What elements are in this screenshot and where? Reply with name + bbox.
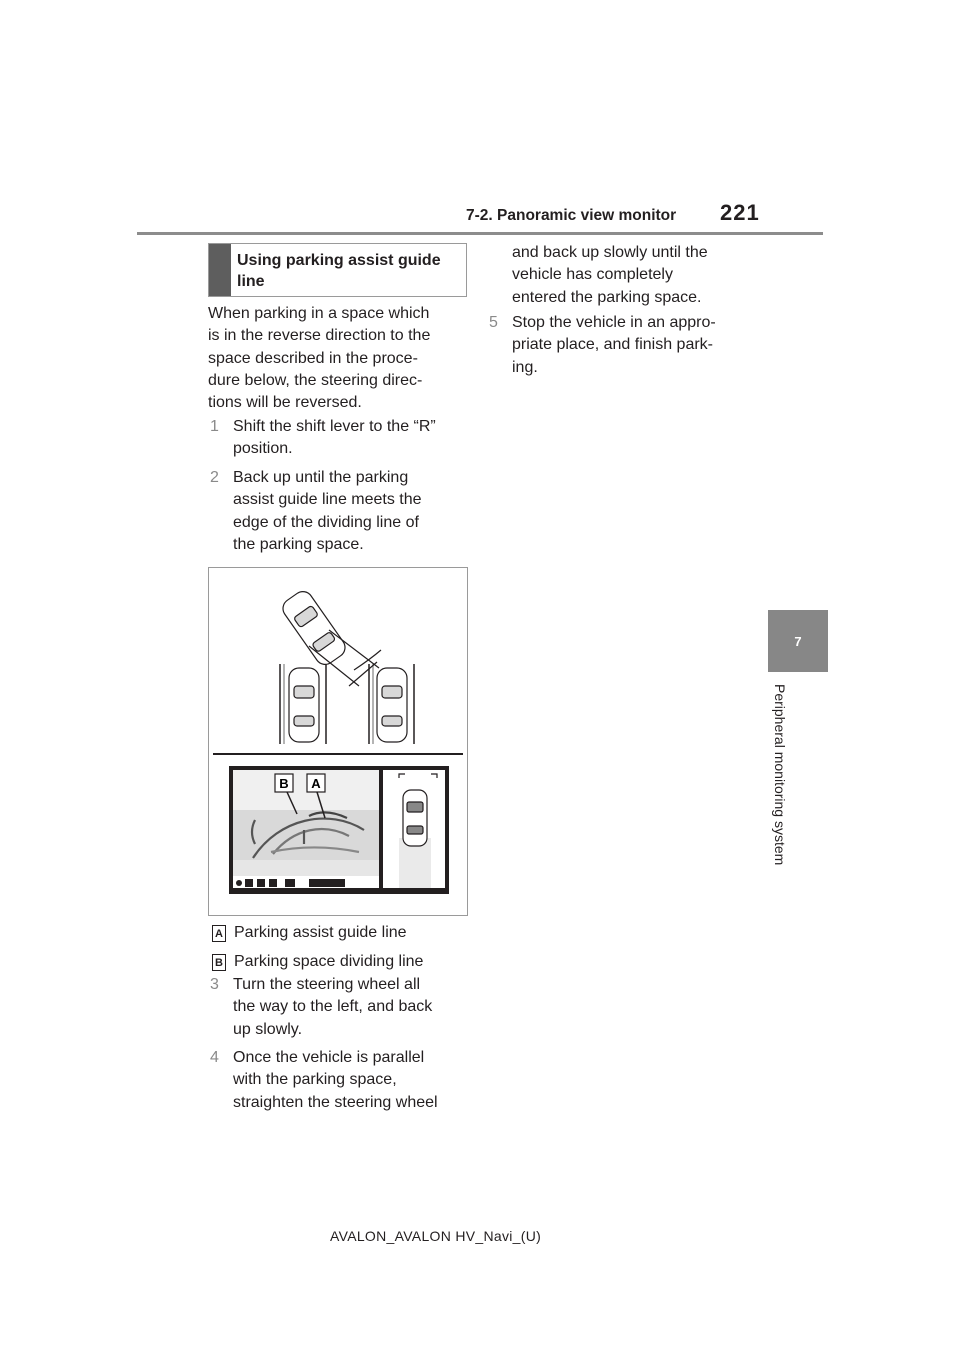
- legend-badge: B: [212, 954, 226, 971]
- intro-paragraph: When parking in a space which is in the reverse direction to the space described in the proce- dure below, the steering direc- tions will be reversed.: [208, 305, 431, 412]
- chapter-tab: [768, 610, 828, 672]
- step-number: 2: [210, 469, 219, 486]
- reversing-car: [279, 588, 349, 669]
- step-number: 3: [210, 976, 219, 993]
- legend-badge: A: [212, 925, 226, 942]
- legend-text: Parking space dividing line: [234, 953, 424, 970]
- section-heading-box: [208, 243, 467, 297]
- header-rule: [137, 232, 823, 235]
- step-text: and back up slowly until the vehicle has completely entered the parking space.: [512, 244, 708, 306]
- section-heading: Using parking assist guide line: [237, 252, 441, 290]
- monitor-screen: [229, 766, 449, 894]
- chapter-side-label: Peripheral monitoring system: [772, 684, 788, 866]
- step-number: 5: [489, 314, 498, 331]
- page-header-title: 7-2. Panoramic view monitor: [466, 207, 677, 224]
- parked-car-right: [377, 668, 407, 742]
- legend-text: Parking assist guide line: [234, 924, 407, 941]
- step-text: Back up until the parking assist guide line meets the edge of the dividing line of the parking space.: [233, 469, 422, 553]
- step-number: 1: [210, 418, 219, 435]
- page-number: 221: [720, 200, 760, 225]
- parking-diagram: [208, 567, 468, 916]
- parking-diagram-svg: [209, 568, 467, 915]
- step-text: Turn the steering wheel all the way to the left, and back up slowly.: [233, 976, 433, 1038]
- step-number: 4: [210, 1049, 219, 1066]
- chapter-number: 7: [794, 633, 802, 649]
- step-text: Once the vehicle is parallel with the parking space, straighten the steering wheel: [233, 1049, 438, 1111]
- parked-car-left: [289, 668, 319, 742]
- step-text: Shift the shift lever to the “R” position.: [233, 418, 436, 458]
- step-text: Stop the vehicle in an appro- priate place, and finish park- ing.: [512, 314, 716, 376]
- callout-a: A: [311, 776, 321, 791]
- page-footer: AVALON_AVALON HV_Navi_(U): [330, 1228, 542, 1244]
- callout-b: B: [279, 776, 289, 791]
- section-heading-bar: [209, 244, 231, 296]
